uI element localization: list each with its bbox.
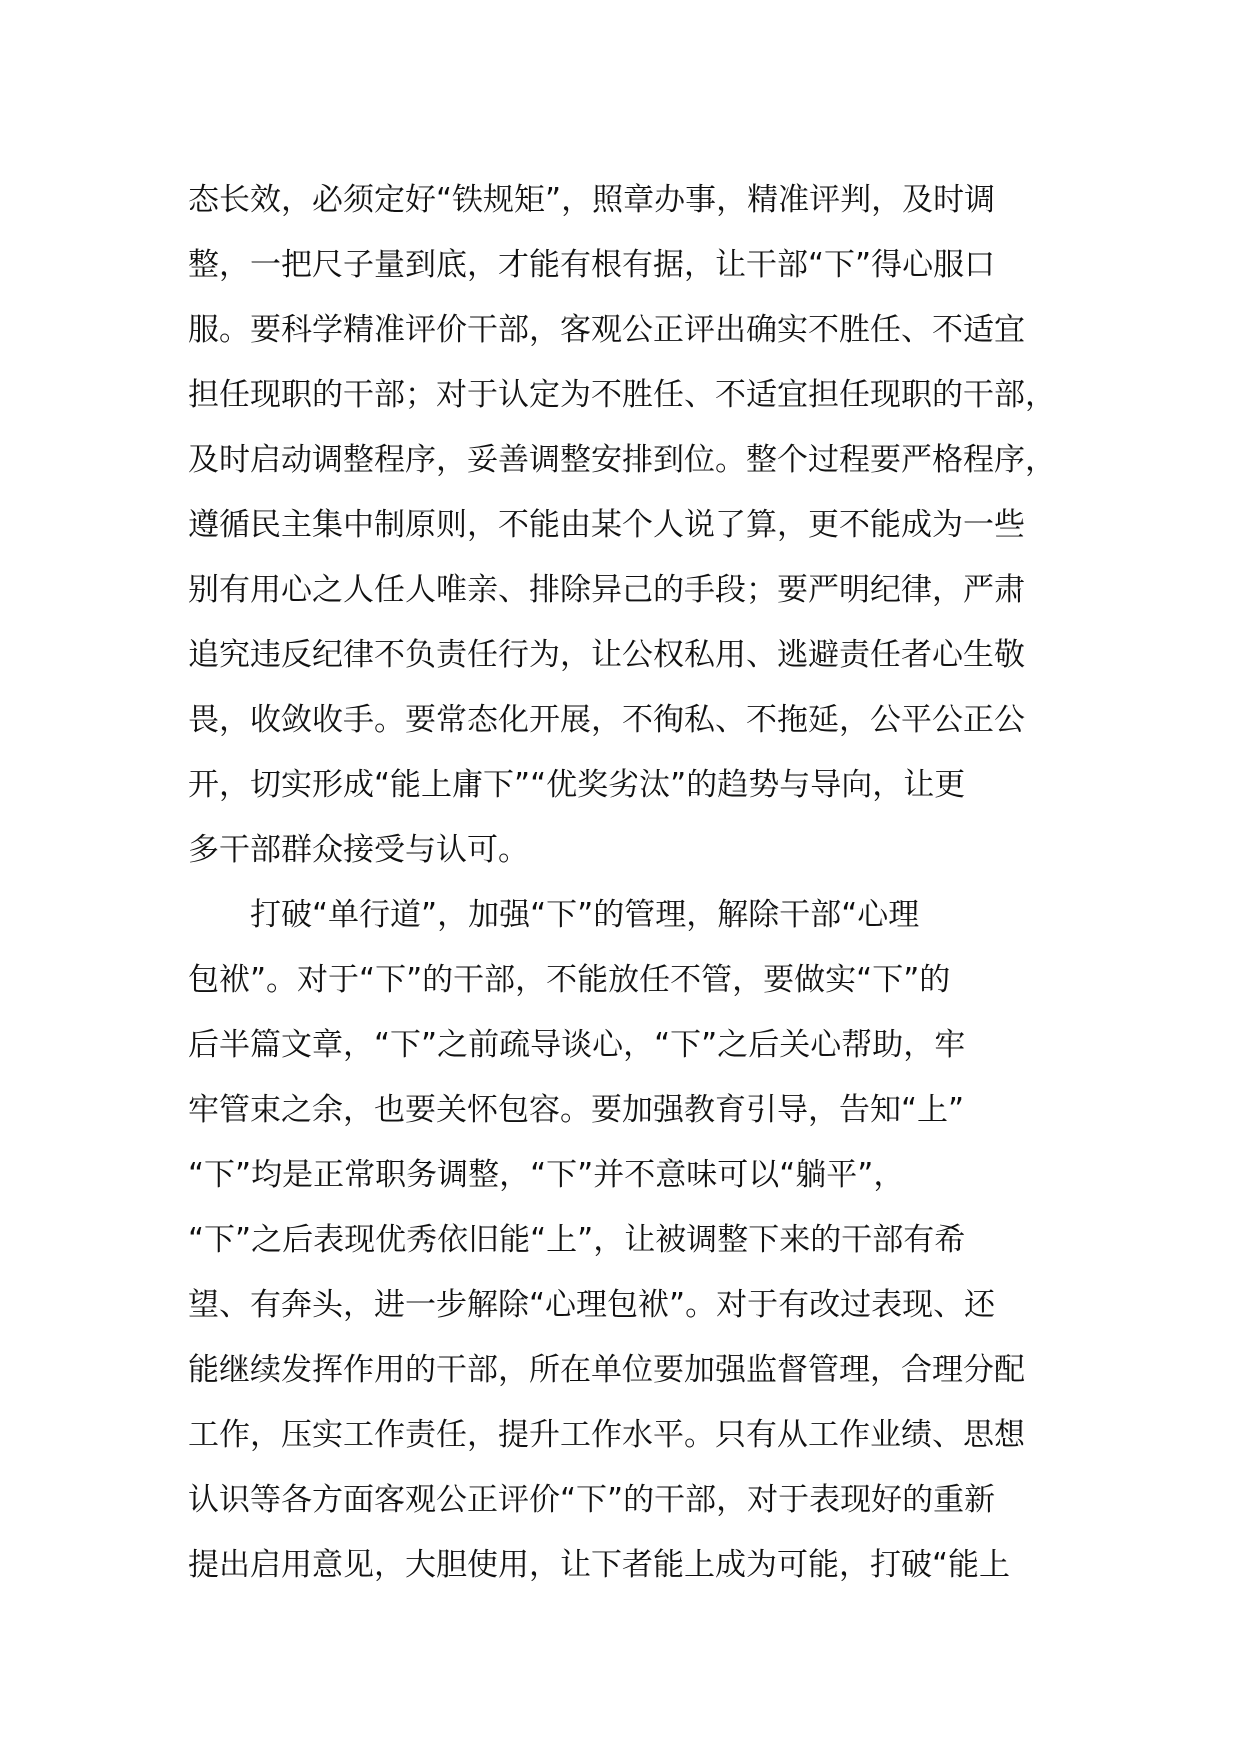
text-line-18: 望、有奔头，进一步解除“心理包袱”。对于有改过表现、还	[188, 1287, 996, 1323]
text-line-3: 服。要科学精准评价干部，客观公正评出确实不胜任、不适宜	[188, 312, 1025, 348]
text-line-22: 提出启用意见，大胆使用，让下者能上成为可能，打破“能上	[188, 1547, 1011, 1583]
text-line-14: 后半篇文章，“下”之前疏导谈心，“下”之后关心帮助，牢	[188, 1027, 966, 1063]
text-line-21: 认识等各方面客观公正评价“下”的干部，对于表现好的重新	[188, 1482, 996, 1518]
text-line-7: 别有用心之人任人唯亲、排除异己的手段；要严明纪律，严肃	[188, 572, 1025, 608]
text-line-11: 多干部群众接受与认可。	[188, 832, 529, 868]
text-line-15: 牢管束之余，也要关怀包容。要加强教育引导，告知“上”	[188, 1092, 965, 1128]
text-line-8: 追究违反纪律不负责任行为，让公权私用、逃避责任者心生敬	[188, 637, 1025, 673]
text-line-5: 及时启动调整程序，妥善调整安排到位。整个过程要严格程序，	[188, 442, 1056, 478]
body-text	[188, 168, 1088, 1598]
text-line-4: 担任现职的干部；对于认定为不胜任、不适宜担任现职的干部，	[188, 377, 1056, 413]
text-line-12: 打破“单行道”，加强“下”的管理，解除干部“心理	[188, 897, 920, 933]
text-line-17: “下”之后表现优秀依旧能“上”，让被调整下来的干部有希	[188, 1222, 966, 1258]
text-line-19: 能继续发挥作用的干部，所在单位要加强监督管理，合理分配	[188, 1352, 1025, 1388]
text-line-20: 工作，压实工作责任，提升工作水平。只有从工作业绩、思想	[188, 1417, 1025, 1453]
text-line-1: 态长效，必须定好“铁规矩”，照章办事，精准评判，及时调	[188, 182, 996, 218]
text-line-6: 遵循民主集中制原则，不能由某个人说了算，更不能成为一些	[188, 507, 1025, 543]
text-line-9: 畏，收敛收手。要常态化开展，不徇私、不拖延，公平公正公	[188, 702, 1025, 738]
text-line-13: 包袱”。对于“下”的干部，不能放任不管，要做实“下”的	[188, 962, 951, 998]
text-line-2: 整，一把尺子量到底，才能有根有据，让干部“下”得心服口	[188, 247, 996, 283]
text-line-16: “下”均是正常职务调整，“下”并不意味可以“躺平”，	[188, 1157, 905, 1193]
text-line-10: 开，切实形成“能上庸下”“优奖劣汰”的趋势与导向，让更	[188, 767, 966, 803]
